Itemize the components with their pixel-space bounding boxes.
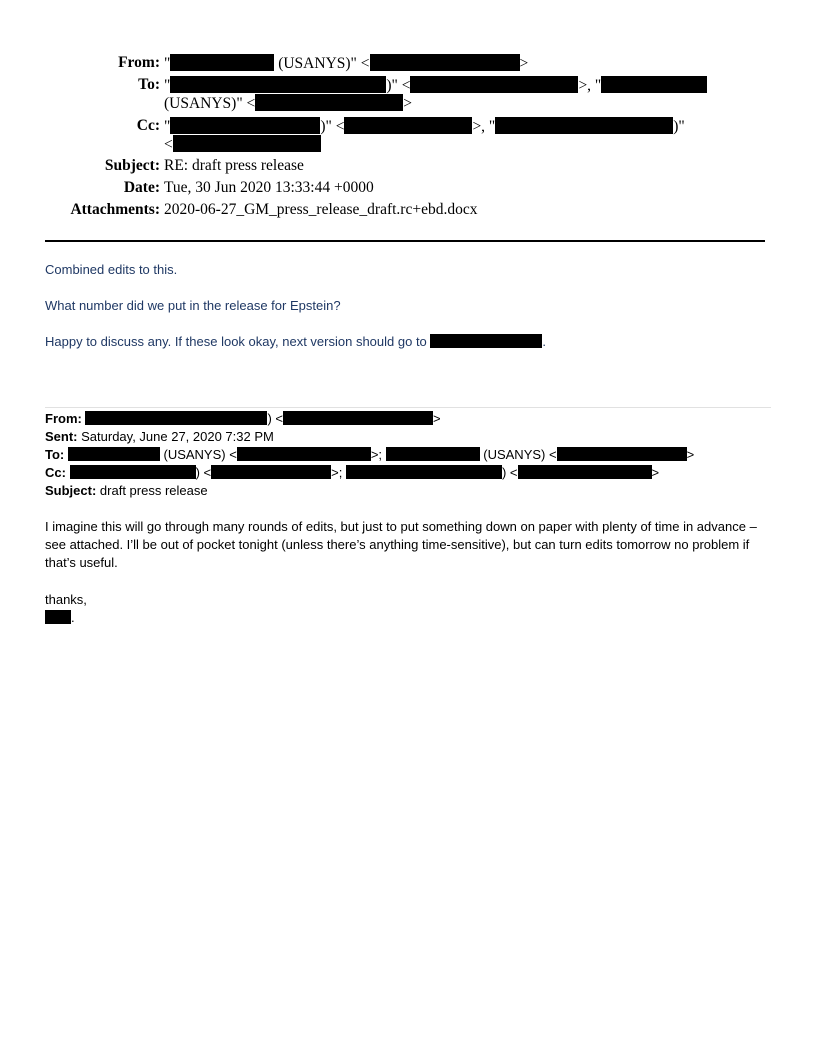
to-separator-2: >, " [578, 77, 602, 94]
redaction-block [70, 465, 196, 479]
to-quote: " [164, 77, 171, 94]
cc-separator-2: >, " [472, 118, 496, 135]
signature-period: . [71, 610, 75, 625]
to-close: > [403, 95, 413, 112]
reply-line-1: Combined edits to this. [45, 262, 178, 277]
from-org: (USANYS)" < [274, 55, 370, 72]
redaction-block [170, 76, 386, 93]
redaction-block [430, 334, 542, 348]
redaction-block [170, 117, 320, 134]
to-label: To: [138, 76, 160, 93]
redaction-block [170, 54, 274, 71]
cc-close: )" [673, 118, 685, 135]
redaction-block [344, 117, 472, 134]
from-close: > [519, 55, 529, 72]
to-separator: )" < [386, 77, 411, 94]
quoted-cc-label: Cc: [45, 465, 66, 480]
quoted-from-label: From: [45, 411, 82, 426]
redaction-block [85, 411, 267, 425]
quoted-cc-close: > [651, 465, 660, 480]
cc-open: < [164, 136, 173, 153]
quote-divider [45, 407, 771, 408]
attachment-filename: 2020-06-27_GM_press_release_draft.rc+ebd.docx [164, 201, 478, 218]
redaction-block [518, 465, 652, 479]
quoted-to [45, 446, 694, 464]
redaction-block [237, 447, 371, 461]
quoted-cc-sep: ) < [195, 465, 212, 480]
cc-quote: " [164, 118, 171, 135]
redaction-block [283, 411, 433, 425]
date-value: Tue, 30 Jun 2020 13:33:44 +0000 [164, 179, 374, 196]
reply-line-3-end: . [542, 334, 547, 349]
redaction-block [173, 135, 321, 152]
quoted-subject-label: Subject: [45, 483, 97, 498]
quoted-subject [45, 482, 208, 500]
reply-line-3 [45, 334, 546, 349]
redaction-block [346, 465, 502, 479]
quoted-subject-value: draft press release [99, 483, 208, 498]
redaction-block [601, 76, 707, 93]
redaction-block [255, 94, 403, 111]
quoted-cc-sep-3: ) < [501, 465, 518, 480]
quoted-to-close: > [686, 447, 695, 462]
redaction-block [45, 610, 71, 624]
redaction-block [68, 447, 160, 461]
redaction-block [410, 76, 578, 93]
quoted-cc-sep-2: >; [331, 465, 346, 480]
quoted-body: I imagine this will go through many rounds of edits, but just to put something down on paper with plenty of time in advance – see attached. I’ll be out of pocket tonight (unless there’s anything time-sensitive), but can turn edits tomorrow no problem if that’s useful. [45, 519, 757, 570]
reply-line-2: What number did we put in the release for Epstein? [45, 298, 341, 313]
cc-separator: )" < [320, 118, 345, 135]
cc-label: Cc: [136, 117, 160, 134]
redaction-block [370, 54, 520, 71]
date-label: Date: [123, 179, 160, 196]
quoted-to-sep: >; [370, 447, 386, 462]
attachments-label: Attachments: [70, 201, 160, 218]
redaction-block [557, 447, 687, 461]
quoted-sent-value: Saturday, June 27, 2020 7:32 PM [81, 429, 274, 444]
reply-line-3-text: Happy to discuss any. If these look okay, next version should go to [45, 334, 431, 349]
redaction-block [211, 465, 331, 479]
quoted-to-org-2: (USANYS) < [479, 447, 557, 462]
quoted-from [45, 410, 441, 428]
subject-label: Subject: [104, 157, 160, 174]
subject-value: RE: draft press release [164, 157, 304, 174]
quoted-sent-label: Sent: [45, 429, 78, 444]
quoted-to-org: (USANYS) < [159, 447, 237, 462]
quoted-cc [45, 464, 659, 482]
to-org: (USANYS)" < [164, 95, 256, 112]
quoted-signoff: thanks, [45, 592, 87, 607]
redaction-block [386, 447, 480, 461]
from-label: From: [118, 54, 160, 71]
redaction-block [495, 117, 673, 134]
from-quote: " [164, 55, 171, 72]
quoted-from-sep: ) < [267, 411, 284, 426]
quoted-sent [45, 428, 274, 446]
quoted-signature [45, 609, 75, 627]
header-divider [45, 240, 765, 242]
quoted-to-label: To: [45, 447, 65, 462]
quoted-from-close: > [433, 411, 441, 426]
